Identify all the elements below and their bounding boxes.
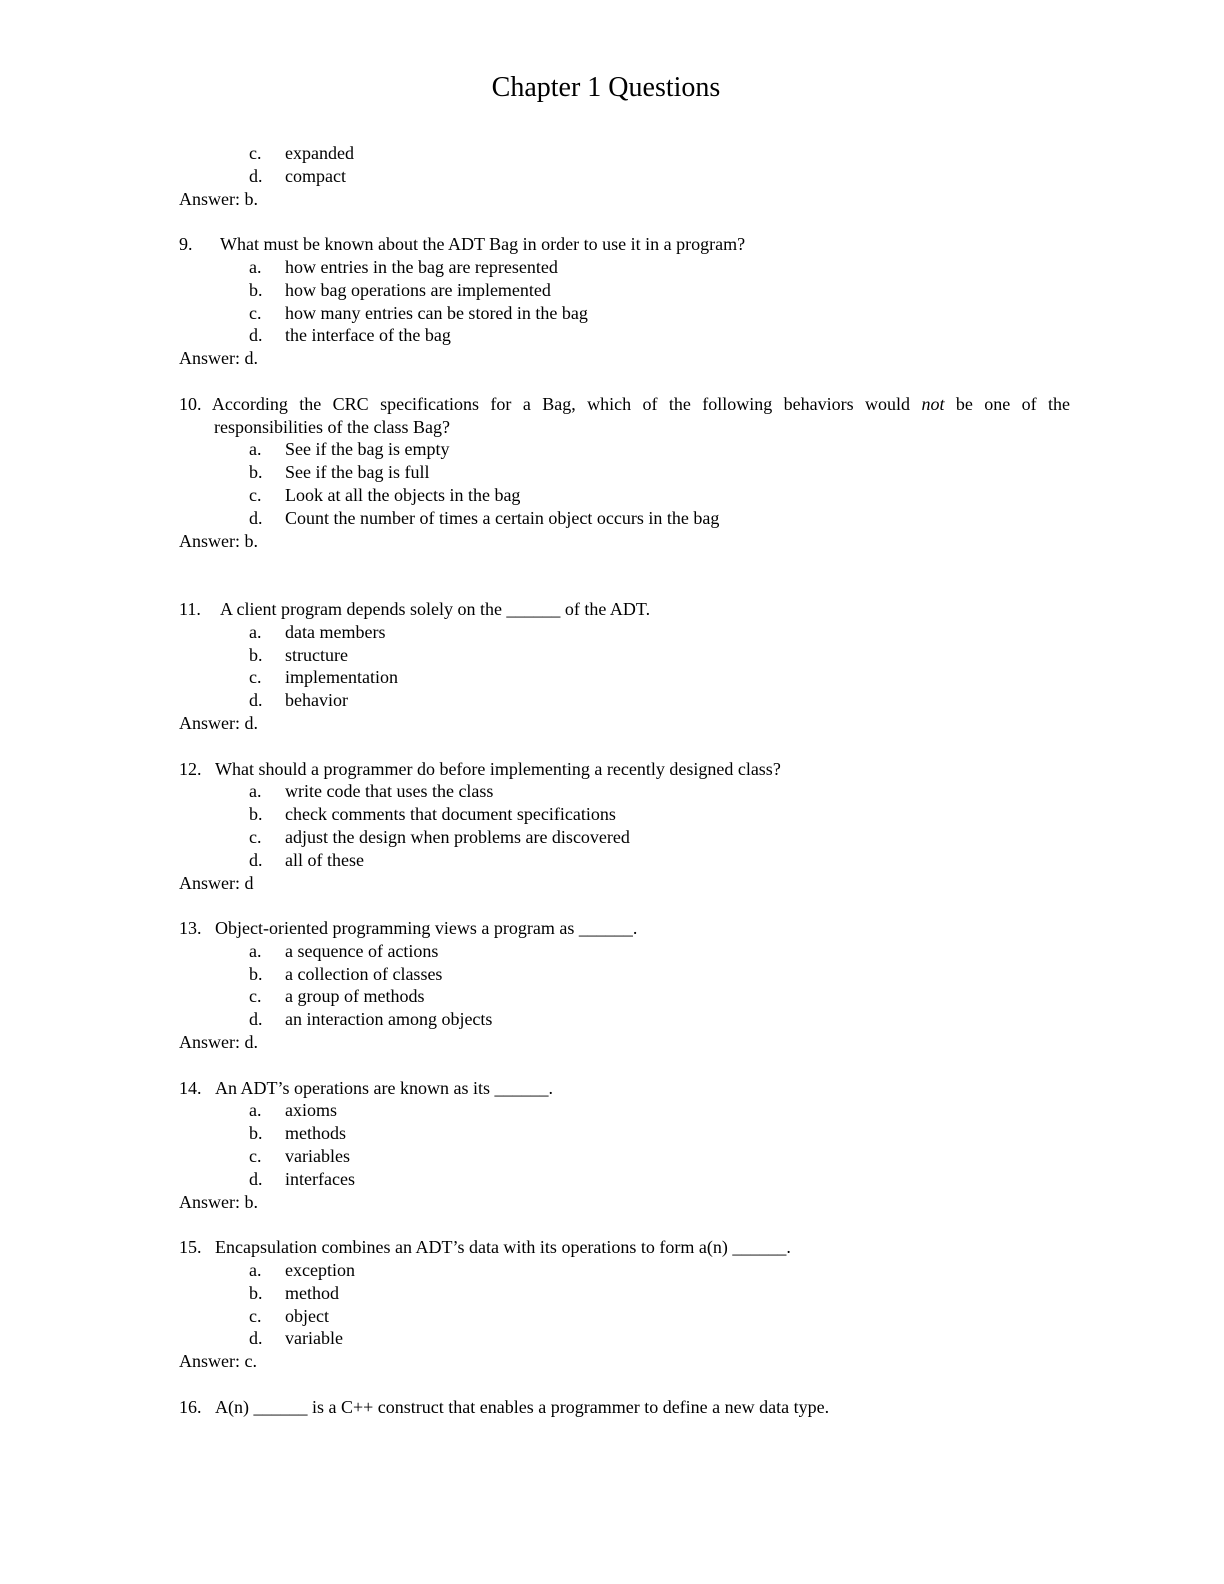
option-a: a. how entries in the bag are represented <box>249 256 558 277</box>
question-list <box>0 142 1224 1419</box>
option-a: a. data members <box>249 621 386 642</box>
option-c: c. Look at all the objects in the bag <box>249 484 521 505</box>
question-stem: 15. Encapsulation combines an ADT’s data with its operations to form a(n) ______. <box>179 1237 791 1258</box>
question-stem: 12. What should a programmer do before implementing a recently designed class? <box>179 758 781 779</box>
option-b: b. check comments that document specifications <box>249 804 616 825</box>
question-11 <box>0 598 1224 735</box>
option-c: c. expanded <box>249 143 354 163</box>
question-stem: 13. Object-oriented programming views a program as ______. <box>179 918 638 939</box>
option-d: d. variable <box>249 1328 343 1349</box>
question-stem: 10. According the CRC specifications for a Bag, which of the following behaviors would not be one of the <box>179 393 1071 414</box>
question-13 <box>0 917 1224 1054</box>
question-9 <box>0 233 1224 370</box>
option-c: c. variables <box>249 1146 350 1167</box>
question-14 <box>0 1077 1224 1214</box>
question-stem: 16. A(n) ______ is a C++ construct that enables a programmer to define a new data type. <box>179 1396 830 1417</box>
question-stem: 9. What must be known about the ADT Bag in order to use it in a program? <box>179 234 746 255</box>
option-d: d. all of these <box>249 849 364 870</box>
question-10 <box>0 393 1224 553</box>
option-b: b. how bag operations are implemented <box>249 279 551 300</box>
answer: Answer: d. <box>179 1032 258 1053</box>
option-a: a. See if the bag is empty <box>249 439 450 460</box>
question-stem: 14. An ADT’s operations are known as its ______. <box>179 1077 553 1098</box>
page-title: Chapter 1 Questions <box>491 72 721 103</box>
answer: Answer: d. <box>179 712 258 733</box>
option-d: d. Count the number of times a certain object occurs in the bag <box>249 507 720 528</box>
option-b: b. structure <box>249 644 348 665</box>
option-c: c. how many entries can be stored in the bag <box>249 302 588 323</box>
option-a: a. a sequence of actions <box>249 940 439 961</box>
option-d: d. an interaction among objects <box>249 1009 493 1030</box>
option-c: c. adjust the design when problems are discovered <box>249 826 630 847</box>
option-a: a. axioms <box>249 1100 337 1121</box>
answer: Answer: c. <box>179 1351 257 1372</box>
option-d: d. the interface of the bag <box>249 325 451 346</box>
option-d: d. behavior <box>249 690 348 711</box>
question-15 <box>0 1236 1224 1373</box>
option-a: a. exception <box>249 1260 355 1281</box>
option-c: c. a group of methods <box>249 986 425 1007</box>
question-16 <box>0 1396 1224 1419</box>
question-8 <box>0 142 1224 210</box>
answer: Answer: b. <box>179 530 258 551</box>
option-d: d. interfaces <box>249 1168 355 1189</box>
option-b: b. methods <box>249 1123 346 1144</box>
answer: Answer: b. <box>179 188 258 209</box>
question-stem-continued: responsibilities of the class Bag? <box>214 416 450 437</box>
option-b: b. method <box>249 1282 339 1303</box>
answer: Answer: b. <box>179 1191 258 1212</box>
option-a: a. write code that uses the class <box>249 781 494 802</box>
option-c: c. implementation <box>249 667 398 688</box>
question-12 <box>0 758 1224 895</box>
answer: Answer: d <box>179 872 254 893</box>
option-d: d. compact <box>249 165 346 186</box>
answer: Answer: d. <box>179 348 258 369</box>
option-c: c. object <box>249 1305 329 1326</box>
option-b: b. See if the bag is full <box>249 462 430 483</box>
question-stem: 11. A client program depends solely on the ______ of the ADT. <box>179 598 651 619</box>
option-b: b. a collection of classes <box>249 963 443 984</box>
